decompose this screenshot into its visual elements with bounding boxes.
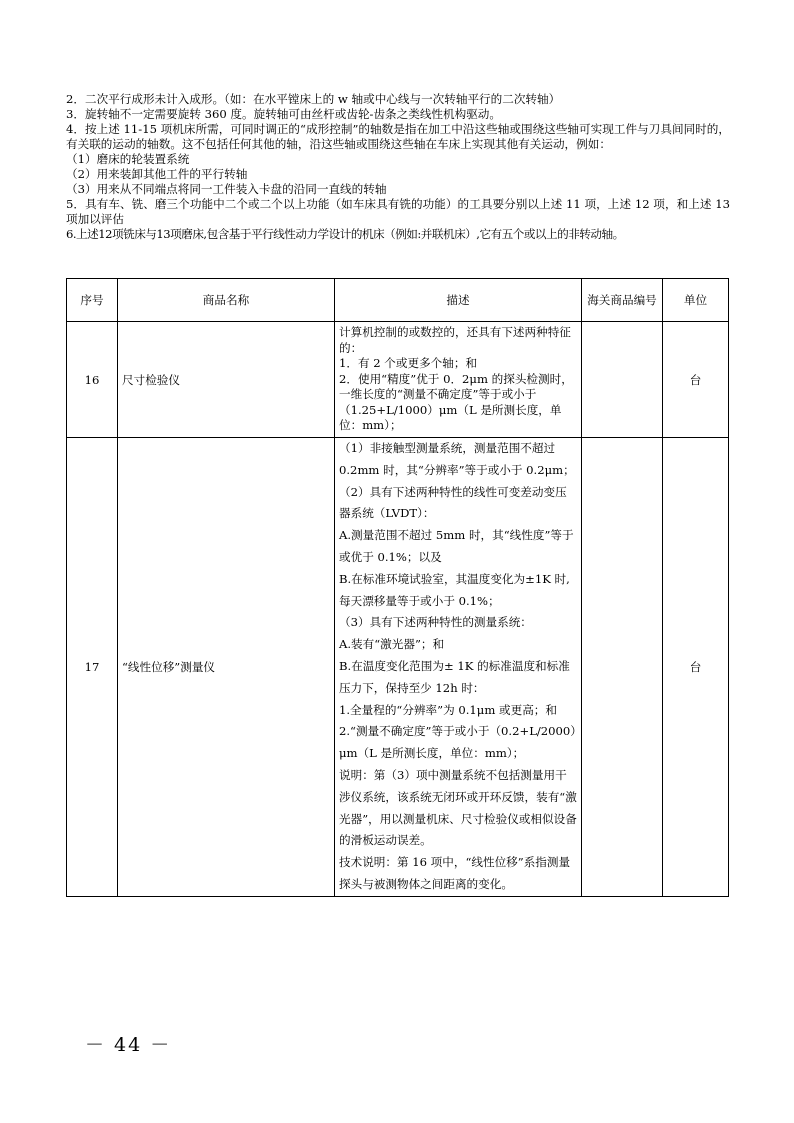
header-desc: 描述 xyxy=(335,279,582,322)
table-header-row xyxy=(67,279,729,322)
desc-line: 说明：第（3）项中测量系统不包括测量用干涉仪系统，该系统无闭环或开环反馈，装有“激光器”，用以测量机床、尺寸检验仪或相似设备的滑板运动误差。 xyxy=(339,767,577,848)
note-4-item-3: （3）用来从不同端点将同一工件装入卡盘的沿同一直线的转轴 xyxy=(66,182,387,196)
row-code xyxy=(582,322,663,438)
row-seq: 17 xyxy=(67,438,118,897)
page-number: － 44 － xyxy=(85,1034,172,1056)
commodity-table xyxy=(66,278,729,897)
desc-line: 2.“测量不确定度”等于或小于（0.2+L/2000）μm（L 是所测长度，单位：mm）； xyxy=(339,724,577,761)
desc-line: 1.全量程的“分辨率”为 0.1μm 或更高；和 xyxy=(339,702,557,717)
header-seq: 序号 xyxy=(67,279,118,322)
note-4-item-2: （2）用来装卸其他工件的平行转轴 xyxy=(66,167,248,181)
desc-line: 1．有 2 个或更多个轴；和 xyxy=(339,356,478,371)
table-row xyxy=(67,438,729,897)
desc-line: （1）非接触型测量系统，测量范围不超过 0.2mm 时，其“分辨率”等于或小于 0.2μm； xyxy=(339,441,575,477)
row-unit: 台 xyxy=(663,438,729,897)
row-code xyxy=(582,438,663,897)
desc-line: 计算机控制的或数控的，还具有下述两种特征的： xyxy=(339,325,571,355)
header-name: 商品名称 xyxy=(118,279,335,322)
header-unit: 单位 xyxy=(663,279,729,322)
row-seq: 16 xyxy=(67,322,118,438)
note-6: 6.上述12项铣床与13项磨床,包含基于平行线性动力学设计的机床（例如:并联机床）,它有五个或以上的非转动轴。 xyxy=(66,227,624,241)
row-desc xyxy=(335,322,582,438)
row-desc xyxy=(335,438,582,897)
note-4: 4．按上述 11-15 项机床所需，可同时调正的“成形控制”的轴数是指在加工中沿这些轴或围绕这些轴可实现工件与刀具间同时的，有关联的运动的轴数。这不包括任何其他的轴，沿这些轴或围绕这些轴在车床上实现其他有关运动，例如： xyxy=(66,122,730,151)
table-row xyxy=(67,322,729,438)
note-4-item-1: （1）磨床的轮装置系统 xyxy=(66,152,190,166)
note-2: 2．二次平行成形未计入成形。（如：在水平镗床上的 w 轴或中心线与一次转轴平行的二次转轴） xyxy=(66,92,561,106)
desc-line: A.装有“激光器”；和 xyxy=(339,637,445,652)
notes-block xyxy=(66,92,730,242)
desc-line: 2．使用“精度”优于 0．2μm 的探头检测时，一维长度的“测量不确定度”等于或小于（1.25+L/1000）μm（L 是所测长度，单位：mm）； xyxy=(339,371,573,433)
row-name: 尺寸检验仪 xyxy=(118,322,335,438)
header-code: 海关商品编号 xyxy=(582,279,663,322)
desc-line: （2）具有下述两种特性的线性可变差动变压器系统（LVDT）： xyxy=(339,484,567,521)
row-name: “线性位移”测量仪 xyxy=(118,438,335,897)
desc-line: 技术说明：第 16 项中，“线性位移”系指测量探头与被测物体之间距离的变化。 xyxy=(339,855,571,891)
desc-line: （3）具有下述两种特性的测量系统： xyxy=(339,615,532,630)
desc-line: A.测量范围不超过 5mm 时，其“线性度”等于或优于 0.1%；以及 xyxy=(339,528,574,564)
note-5: 5．具有车、铣、磨三个功能中二个或二个以上功能（如车床具有铣的功能）的工具要分别以上述 11 项，上述 12 项，和上述 13 项加以评估 xyxy=(66,197,730,226)
desc-line: B.在标准环境试验室，其温度变化为±1K 时,每天漂移量等于或小于 0.1%； xyxy=(339,571,570,608)
note-3: 3．旋转轴不一定需要旋转 360 度。旋转轴可由丝杆或齿轮-齿条之类线性机构驱动。 xyxy=(66,107,501,121)
desc-line: B.在温度变化范围为± 1K 的标准温度和标准压力下，保持至少 12h 时： xyxy=(339,658,570,695)
row-unit: 台 xyxy=(663,322,729,438)
